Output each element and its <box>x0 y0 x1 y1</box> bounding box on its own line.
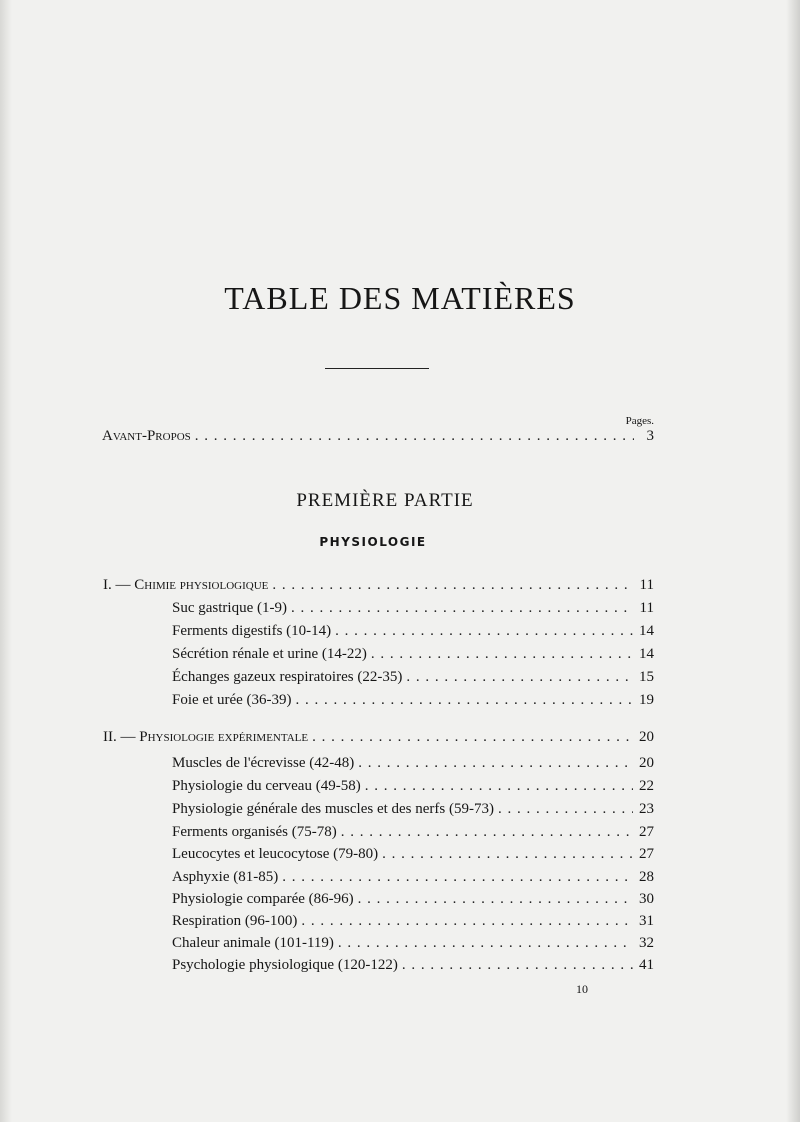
dot-leader <box>301 913 633 930</box>
toc-page-number: 30 <box>639 891 654 907</box>
toc-label: Muscles de l'écrevisse (42-48) <box>172 755 355 771</box>
toc-label: Foie et urée (36-39) <box>172 692 292 708</box>
toc-page-number: 31 <box>639 913 654 929</box>
dot-leader <box>406 669 633 686</box>
dot-leader <box>358 891 633 908</box>
toc-label: Suc gastrique (1-9) <box>172 600 287 616</box>
toc-label: Sécrétion rénale et urine (14-22) <box>172 646 367 662</box>
toc-chapter <box>103 577 654 599</box>
dot-leader <box>195 428 634 445</box>
toc-page-number: 15 <box>639 669 654 685</box>
toc-page-number: 3 <box>646 428 654 444</box>
toc-page-number: 22 <box>639 778 654 794</box>
signature-number: 10 <box>576 982 588 996</box>
pages-column-header: Pages. <box>625 415 654 427</box>
dot-leader <box>296 692 633 709</box>
toc-label: I. — Chimie physiologique <box>103 577 269 593</box>
toc-page-number: 28 <box>639 869 654 885</box>
toc-label: Chaleur animale (101-119) <box>172 935 334 951</box>
toc-entry <box>172 778 654 800</box>
toc-page-number: 20 <box>639 729 654 745</box>
toc-label: Ferments digestifs (10-14) <box>172 623 332 639</box>
toc-entry <box>172 755 654 777</box>
dot-leader <box>282 869 633 886</box>
toc-entry <box>172 913 654 935</box>
dot-leader <box>371 646 633 663</box>
toc-label: Avant-Propos <box>102 428 191 444</box>
toc-label: Échanges gazeux respiratoires (22-35) <box>172 669 403 685</box>
toc-page-number: 41 <box>639 957 654 973</box>
toc-entry <box>172 935 654 957</box>
dot-leader <box>338 935 633 952</box>
toc-avant-propos <box>102 428 654 450</box>
toc-label: Psychologie physiologique (120-122) <box>172 957 398 973</box>
toc-entry <box>172 824 654 846</box>
part-title: PREMIÈRE PARTIE <box>296 490 474 511</box>
toc-entry <box>172 669 654 691</box>
toc-page-number: 27 <box>639 824 654 840</box>
dot-leader <box>358 755 633 772</box>
dot-leader <box>335 623 633 640</box>
toc-entry <box>172 869 654 891</box>
dot-leader <box>312 729 633 746</box>
toc-page-number: 20 <box>639 755 654 771</box>
dot-leader <box>291 600 634 617</box>
toc-label: II. — Physiologie expérimentale <box>103 729 309 745</box>
toc-label: Respiration (96-100) <box>172 913 298 929</box>
toc-page-number: 19 <box>639 692 654 708</box>
toc-page-number: 32 <box>639 935 654 951</box>
toc-label: Physiologie du cerveau (49-58) <box>172 778 361 794</box>
dot-leader <box>365 778 633 795</box>
toc-page-number: 11 <box>639 600 654 616</box>
toc-entry <box>172 957 654 979</box>
section-title: PHYSIOLOGIE <box>319 535 427 549</box>
toc-label: Asphyxie (81-85) <box>172 869 279 885</box>
toc-page-number: 14 <box>639 623 654 639</box>
toc-label: Leucocytes et leucocytose (79-80) <box>172 846 379 862</box>
toc-entry <box>172 623 654 645</box>
toc-label: Physiologie générale des muscles et des nerfs (59-73) <box>172 801 494 817</box>
dot-leader <box>402 957 633 974</box>
toc-entry <box>172 891 654 913</box>
document-title: TABLE DES MATIÈRES <box>224 280 576 316</box>
dot-leader <box>498 801 633 818</box>
toc-page-number: 23 <box>639 801 654 817</box>
page-edge-left <box>0 0 12 1122</box>
toc-entry <box>172 801 654 823</box>
toc-entry <box>172 646 654 668</box>
toc-entry <box>172 600 654 622</box>
toc-page-number: 14 <box>639 646 654 662</box>
dot-leader <box>382 846 633 863</box>
toc-label: Ferments organisés (75-78) <box>172 824 337 840</box>
dot-leader <box>341 824 633 841</box>
toc-entry <box>172 846 654 868</box>
toc-entry <box>172 692 654 714</box>
title-rule <box>325 368 429 369</box>
dot-leader <box>272 577 633 594</box>
toc-page-number: 27 <box>639 846 654 862</box>
toc-page-number: 11 <box>639 577 654 593</box>
toc-label: Physiologie comparée (86-96) <box>172 891 354 907</box>
page-edge-right <box>786 0 800 1122</box>
toc-chapter <box>103 729 654 751</box>
